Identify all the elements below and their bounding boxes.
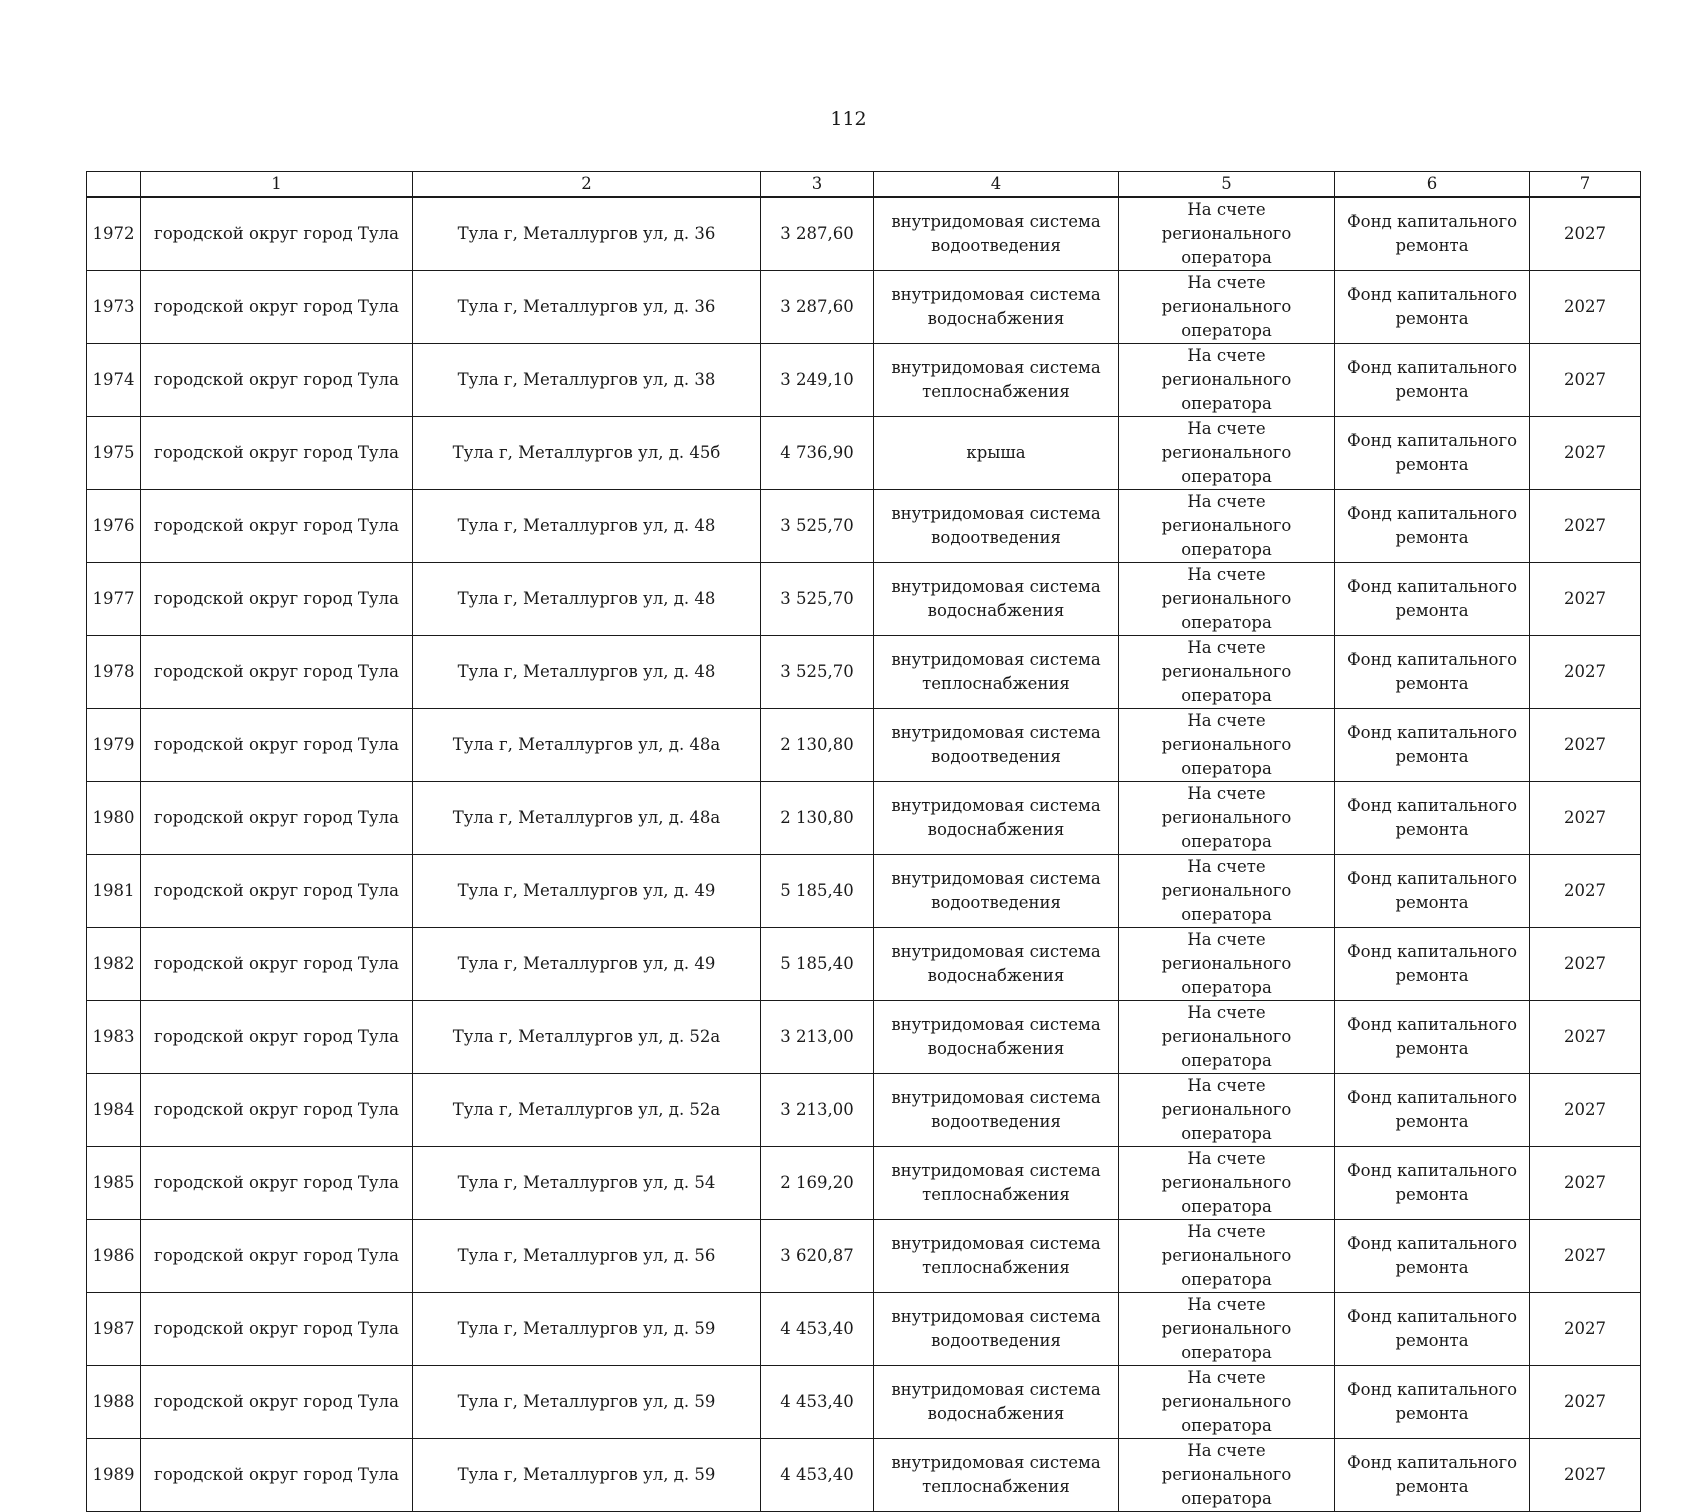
funding-source-cell: Фонд капитального ремонта	[1335, 782, 1530, 855]
address-cell: Тула г, Металлургов ул, д. 48	[413, 636, 761, 709]
header-cell-1: 1	[141, 172, 413, 198]
address-cell: Тула г, Металлургов ул, д. 48	[413, 490, 761, 563]
table-row	[87, 1293, 1641, 1366]
row-number: 1988	[87, 1366, 141, 1439]
area-cell: 2 130,80	[761, 709, 874, 782]
address-cell: Тула г, Металлургов ул, д. 36	[413, 271, 761, 344]
table-row	[87, 271, 1641, 344]
work-type-cell: крыша	[874, 417, 1119, 490]
table-row	[87, 1147, 1641, 1220]
row-number: 1987	[87, 1293, 141, 1366]
header-cell-6: 6	[1335, 172, 1530, 198]
account-cell: На счете регионального оператора	[1119, 1147, 1335, 1220]
year-cell: 2027	[1530, 1439, 1641, 1512]
funding-source-cell: Фонд капитального ремонта	[1335, 855, 1530, 928]
account-cell: На счете регионального оператора	[1119, 344, 1335, 417]
year-cell: 2027	[1530, 344, 1641, 417]
year-cell: 2027	[1530, 1220, 1641, 1293]
work-type-cell: внутридомовая система водоотведения	[874, 1074, 1119, 1147]
row-number: 1986	[87, 1220, 141, 1293]
row-number: 1983	[87, 1001, 141, 1074]
row-number: 1984	[87, 1074, 141, 1147]
year-cell: 2027	[1530, 855, 1641, 928]
area-cell: 4 453,40	[761, 1439, 874, 1512]
address-cell: Тула г, Металлургов ул, д. 52а	[413, 1001, 761, 1074]
table-row	[87, 197, 1641, 271]
year-cell: 2027	[1530, 928, 1641, 1001]
row-number: 1977	[87, 563, 141, 636]
account-cell: На счете регионального оператора	[1119, 1074, 1335, 1147]
row-number: 1976	[87, 490, 141, 563]
account-cell: На счете регионального оператора	[1119, 709, 1335, 782]
row-number: 1975	[87, 417, 141, 490]
year-cell: 2027	[1530, 1147, 1641, 1220]
funding-source-cell: Фонд капитального ремонта	[1335, 636, 1530, 709]
funding-source-cell: Фонд капитального ремонта	[1335, 197, 1530, 271]
row-number: 1974	[87, 344, 141, 417]
address-cell: Тула г, Металлургов ул, д. 36	[413, 197, 761, 271]
row-number: 1980	[87, 782, 141, 855]
page-number: 112	[830, 108, 867, 130]
table-row	[87, 636, 1641, 709]
work-type-cell: внутридомовая система водоснабжения	[874, 1001, 1119, 1074]
account-cell: На счете регионального оператора	[1119, 1439, 1335, 1512]
table-body	[87, 197, 1641, 1512]
year-cell: 2027	[1530, 709, 1641, 782]
funding-source-cell: Фонд капитального ремонта	[1335, 1001, 1530, 1074]
work-type-cell: внутридомовая система теплоснабжения	[874, 344, 1119, 417]
work-type-cell: внутридомовая система водоотведения	[874, 197, 1119, 271]
funding-source-cell: Фонд капитального ремонта	[1335, 709, 1530, 782]
funding-source-cell: Фонд капитального ремонта	[1335, 490, 1530, 563]
address-cell: Тула г, Металлургов ул, д. 59	[413, 1366, 761, 1439]
work-type-cell: внутридомовая система водоотведения	[874, 490, 1119, 563]
table-row	[87, 1001, 1641, 1074]
municipality-cell: городской округ город Тула	[141, 1220, 413, 1293]
header-cell-2: 2	[413, 172, 761, 198]
municipality-cell: городской округ город Тула	[141, 1001, 413, 1074]
work-type-cell: внутридомовая система водоотведения	[874, 709, 1119, 782]
account-cell: На счете регионального оператора	[1119, 197, 1335, 271]
municipality-cell: городской округ город Тула	[141, 490, 413, 563]
row-number: 1972	[87, 197, 141, 271]
area-cell: 4 736,90	[761, 417, 874, 490]
municipality-cell: городской округ город Тула	[141, 417, 413, 490]
account-cell: На счете регионального оператора	[1119, 417, 1335, 490]
row-number: 1985	[87, 1147, 141, 1220]
funding-source-cell: Фонд капитального ремонта	[1335, 1220, 1530, 1293]
area-cell: 2 130,80	[761, 782, 874, 855]
account-cell: На счете регионального оператора	[1119, 563, 1335, 636]
municipality-cell: городской округ город Тула	[141, 709, 413, 782]
header-row	[87, 172, 1641, 198]
account-cell: На счете регионального оператора	[1119, 1293, 1335, 1366]
work-type-cell: внутридомовая система водоотведения	[874, 1293, 1119, 1366]
year-cell: 2027	[1530, 636, 1641, 709]
year-cell: 2027	[1530, 1366, 1641, 1439]
area-cell: 3 525,70	[761, 490, 874, 563]
header-cell-4: 4	[874, 172, 1119, 198]
year-cell: 2027	[1530, 1074, 1641, 1147]
table-row	[87, 1366, 1641, 1439]
year-cell: 2027	[1530, 417, 1641, 490]
work-type-cell: внутридомовая система водоснабжения	[874, 563, 1119, 636]
funding-source-cell: Фонд капитального ремонта	[1335, 271, 1530, 344]
work-type-cell: внутридомовая система теплоснабжения	[874, 1439, 1119, 1512]
address-cell: Тула г, Металлургов ул, д. 48а	[413, 709, 761, 782]
municipality-cell: городской округ город Тула	[141, 782, 413, 855]
table-row	[87, 928, 1641, 1001]
municipality-cell: городской округ город Тула	[141, 928, 413, 1001]
account-cell: На счете регионального оператора	[1119, 928, 1335, 1001]
area-cell: 5 185,40	[761, 855, 874, 928]
year-cell: 2027	[1530, 271, 1641, 344]
municipality-cell: городской округ город Тула	[141, 563, 413, 636]
work-type-cell: внутридомовая система водоснабжения	[874, 928, 1119, 1001]
area-cell: 4 453,40	[761, 1366, 874, 1439]
area-cell: 3 525,70	[761, 636, 874, 709]
work-type-cell: внутридомовая система водоснабжения	[874, 782, 1119, 855]
header-cell-5: 5	[1119, 172, 1335, 198]
municipality-cell: городской округ город Тула	[141, 855, 413, 928]
municipality-cell: городской округ город Тула	[141, 636, 413, 709]
row-number: 1973	[87, 271, 141, 344]
year-cell: 2027	[1530, 563, 1641, 636]
municipality-cell: городской округ город Тула	[141, 197, 413, 271]
address-cell: Тула г, Металлургов ул, д. 59	[413, 1293, 761, 1366]
area-cell: 3 213,00	[761, 1074, 874, 1147]
area-cell: 3 213,00	[761, 1001, 874, 1074]
header-cell-3: 3	[761, 172, 874, 198]
account-cell: На счете регионального оператора	[1119, 1001, 1335, 1074]
area-cell: 5 185,40	[761, 928, 874, 1001]
address-cell: Тула г, Металлургов ул, д. 38	[413, 344, 761, 417]
header-cell-number	[87, 172, 141, 198]
area-cell: 3 287,60	[761, 197, 874, 271]
row-number: 1982	[87, 928, 141, 1001]
work-type-cell: внутридомовая система водоотведения	[874, 855, 1119, 928]
table-row	[87, 344, 1641, 417]
work-type-cell: внутридомовая система водоснабжения	[874, 1366, 1119, 1439]
address-cell: Тула г, Металлургов ул, д. 52а	[413, 1074, 761, 1147]
area-cell: 3 620,87	[761, 1220, 874, 1293]
year-cell: 2027	[1530, 490, 1641, 563]
account-cell: На счете регионального оператора	[1119, 1220, 1335, 1293]
row-number: 1989	[87, 1439, 141, 1512]
table-row	[87, 709, 1641, 782]
year-cell: 2027	[1530, 1001, 1641, 1074]
account-cell: На счете регионального оператора	[1119, 636, 1335, 709]
area-cell: 3 287,60	[761, 271, 874, 344]
address-cell: Тула г, Металлургов ул, д. 48а	[413, 782, 761, 855]
header-cell-7: 7	[1530, 172, 1641, 198]
account-cell: На счете регионального оператора	[1119, 855, 1335, 928]
work-type-cell: внутридомовая система водоснабжения	[874, 271, 1119, 344]
municipality-cell: городской округ город Тула	[141, 271, 413, 344]
funding-source-cell: Фонд капитального ремонта	[1335, 344, 1530, 417]
funding-source-cell: Фонд капитального ремонта	[1335, 417, 1530, 490]
account-cell: На счете регионального оператора	[1119, 271, 1335, 344]
table-row	[87, 1074, 1641, 1147]
funding-source-cell: Фонд капитального ремонта	[1335, 1293, 1530, 1366]
address-cell: Тула г, Металлургов ул, д. 54	[413, 1147, 761, 1220]
municipality-cell: городской округ город Тула	[141, 344, 413, 417]
municipality-cell: городской округ город Тула	[141, 1293, 413, 1366]
table-row	[87, 855, 1641, 928]
table-row	[87, 1220, 1641, 1293]
work-type-cell: внутридомовая система теплоснабжения	[874, 1147, 1119, 1220]
table-row	[87, 782, 1641, 855]
address-cell: Тула г, Металлургов ул, д. 59	[413, 1439, 761, 1512]
table-row	[87, 563, 1641, 636]
municipality-cell: городской округ город Тула	[141, 1366, 413, 1439]
municipality-cell: городской округ город Тула	[141, 1439, 413, 1512]
table-header	[87, 172, 1641, 198]
table-row	[87, 490, 1641, 563]
area-cell: 2 169,20	[761, 1147, 874, 1220]
area-cell: 3 525,70	[761, 563, 874, 636]
address-cell: Тула г, Металлургов ул, д. 48	[413, 563, 761, 636]
funding-source-cell: Фонд капитального ремонта	[1335, 1439, 1530, 1512]
work-type-cell: внутридомовая система теплоснабжения	[874, 1220, 1119, 1293]
area-cell: 3 249,10	[761, 344, 874, 417]
funding-source-cell: Фонд капитального ремонта	[1335, 563, 1530, 636]
account-cell: На счете регионального оператора	[1119, 782, 1335, 855]
row-number: 1978	[87, 636, 141, 709]
year-cell: 2027	[1530, 1293, 1641, 1366]
account-cell: На счете регионального оператора	[1119, 1366, 1335, 1439]
address-cell: Тула г, Металлургов ул, д. 45б	[413, 417, 761, 490]
address-cell: Тула г, Металлургов ул, д. 49	[413, 855, 761, 928]
year-cell: 2027	[1530, 197, 1641, 271]
work-type-cell: внутридомовая система теплоснабжения	[874, 636, 1119, 709]
area-cell: 4 453,40	[761, 1293, 874, 1366]
funding-source-cell: Фонд капитального ремонта	[1335, 1366, 1530, 1439]
table-row	[87, 417, 1641, 490]
address-cell: Тула г, Металлургов ул, д. 56	[413, 1220, 761, 1293]
row-number: 1979	[87, 709, 141, 782]
municipality-cell: городской округ город Тула	[141, 1147, 413, 1220]
row-number: 1981	[87, 855, 141, 928]
municipality-cell: городской округ город Тула	[141, 1074, 413, 1147]
account-cell: На счете регионального оператора	[1119, 490, 1335, 563]
funding-source-cell: Фонд капитального ремонта	[1335, 1147, 1530, 1220]
funding-source-cell: Фонд капитального ремонта	[1335, 1074, 1530, 1147]
funding-source-cell: Фонд капитального ремонта	[1335, 928, 1530, 1001]
address-cell: Тула г, Металлургов ул, д. 49	[413, 928, 761, 1001]
repair-schedule-table	[86, 171, 1641, 1512]
table-row	[87, 1439, 1641, 1512]
year-cell: 2027	[1530, 782, 1641, 855]
